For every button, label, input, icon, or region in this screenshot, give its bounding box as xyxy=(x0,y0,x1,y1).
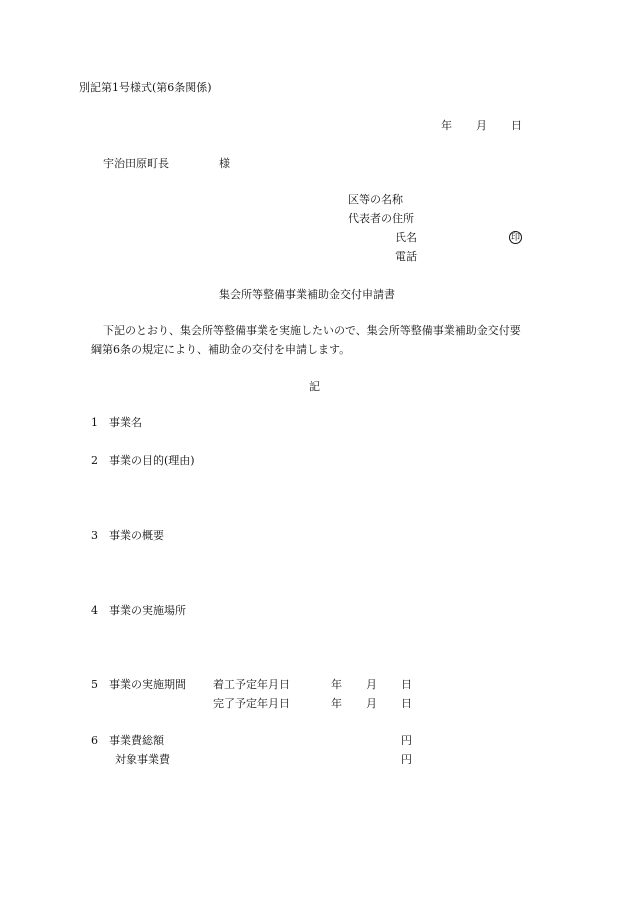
ki-heading: 記 xyxy=(309,380,320,393)
item-4-number: 4 xyxy=(91,604,98,617)
date-year-label: 年 xyxy=(441,119,452,132)
date-day-label: 日 xyxy=(511,119,522,132)
end-year-label: 年 xyxy=(331,697,342,710)
end-date-label: 完了予定年月日 xyxy=(213,697,290,710)
addressee-name: 宇治田原町長 xyxy=(103,157,169,170)
item-1-label: 事業名 xyxy=(109,416,142,429)
item-6-label: 事業費総額 xyxy=(109,734,164,747)
item-6-number: 6 xyxy=(91,734,98,747)
document-title: 集会所等整備事業補助金交付申請書 xyxy=(219,288,395,301)
name-label: 氏名 xyxy=(395,231,417,244)
item-1-number: 1 xyxy=(91,416,98,429)
end-month-label: 月 xyxy=(366,697,377,710)
body-line-1: 下記のとおり、集会所等整備事業を実施したいので、集会所等整備事業補助金交付要 xyxy=(103,324,521,337)
item-2-label: 事業の目的(理由) xyxy=(109,454,195,467)
item-3-label: 事業の概要 xyxy=(109,529,164,542)
target-cost-unit: 円 xyxy=(401,753,412,766)
start-day-label: 日 xyxy=(401,678,412,691)
end-day-label: 日 xyxy=(401,697,412,710)
body-line-2: 綱第6条の規定により、補助金の交付を申請します。 xyxy=(91,343,351,356)
start-month-label: 月 xyxy=(366,678,377,691)
start-year-label: 年 xyxy=(331,678,342,691)
date-month-label: 月 xyxy=(476,119,487,132)
item-3-number: 3 xyxy=(91,529,98,542)
address-label: 代表者の住所 xyxy=(348,212,414,225)
item-4-label: 事業の実施場所 xyxy=(109,604,186,617)
total-cost-unit: 円 xyxy=(401,734,412,747)
phone-label: 電話 xyxy=(395,250,417,263)
addressee-honorific: 様 xyxy=(219,157,230,170)
item-5-number: 5 xyxy=(91,678,98,691)
item-2-number: 2 xyxy=(91,454,98,467)
district-label: 区等の名称 xyxy=(348,193,403,206)
item-5-label: 事業の実施期間 xyxy=(109,678,186,691)
seal-mark-icon: 印 xyxy=(510,233,520,243)
start-date-label: 着工予定年月日 xyxy=(213,678,290,691)
item-6-sub-label: 対象事業費 xyxy=(115,753,170,766)
form-id: 別記第1号様式(第6条関係) xyxy=(79,81,212,94)
